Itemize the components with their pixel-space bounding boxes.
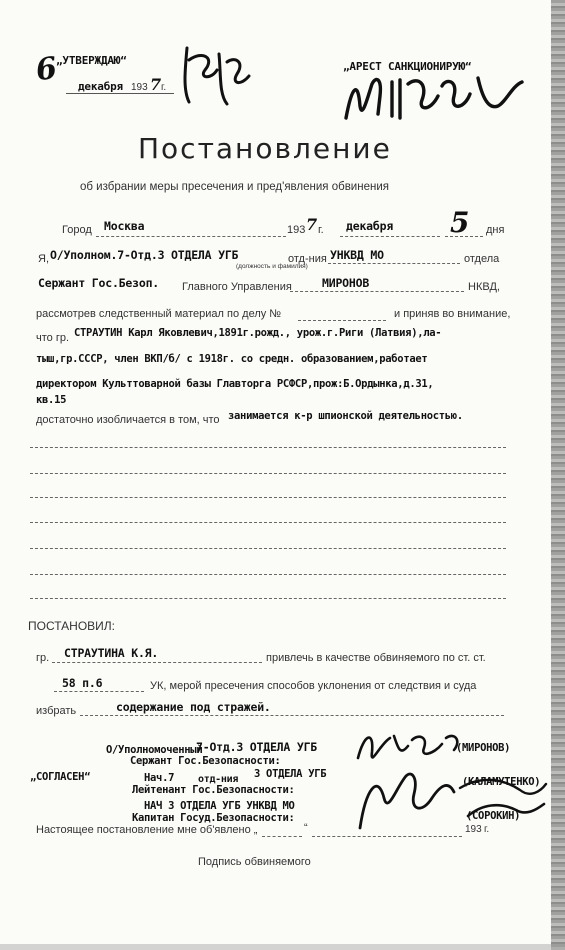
body-line-4: кв.15 bbox=[36, 394, 67, 406]
day-label: дня bbox=[486, 224, 505, 236]
officer-i-label: Я, bbox=[38, 253, 49, 265]
citizen-label: гр. bbox=[36, 652, 50, 664]
choose-label: избрать bbox=[36, 705, 77, 717]
officer-surname: МИРОНОВ bbox=[322, 276, 370, 290]
decided-label: ПОСТАНОВИЛ: bbox=[28, 619, 115, 633]
approve-rule bbox=[66, 93, 174, 94]
body-line-3: директором Культтоварной базы Главторга РСФСР,прож:Б.Ордынка,д.31, bbox=[36, 378, 434, 390]
agreed-label: „СОГЛАСЕН“ bbox=[30, 771, 91, 783]
involve-text: привлечь в качестве обвиняемого по ст. ст. bbox=[266, 652, 486, 664]
announce-text: Настоящее постановление мне об'явлено „ bbox=[36, 824, 258, 836]
chief-sign-position: Нач.7 bbox=[144, 772, 175, 784]
officer-sign-position: О/Уполномоченный bbox=[106, 744, 203, 756]
body-line-2: тыш,гр.СССР, член ВКП/б/ с 1918г. со средн. образованием,работает bbox=[36, 353, 428, 365]
head-sign-name: (СОРОКИН) bbox=[466, 810, 521, 822]
prosecutor-signature-icon bbox=[338, 66, 528, 126]
measure-rule bbox=[80, 715, 504, 716]
case-number-rule bbox=[298, 320, 386, 321]
approve-year-unit: г. bbox=[161, 82, 167, 93]
blank-rule bbox=[30, 548, 506, 549]
body-line-1: СТРАУТИН Карл Яковлевич,1891г.рожд., урож.г.Риги (Латвия),ла- bbox=[74, 327, 442, 339]
measure-text: УК, мерой пресечения способов уклонения от следствия и суда bbox=[150, 680, 477, 692]
blank-rule bbox=[30, 598, 506, 599]
review-text-2: и приняв во внимание, bbox=[394, 308, 511, 320]
blank-rule bbox=[30, 574, 506, 575]
date-day: 5 bbox=[450, 206, 470, 239]
review-text: рассмотрев следственный материал по делу № bbox=[36, 308, 282, 320]
article-rule bbox=[54, 691, 144, 692]
main-directorate-label: Главного Управления bbox=[182, 281, 292, 293]
blank-rule bbox=[30, 522, 506, 523]
approve-label: „УТВЕРЖДАЮ“ bbox=[56, 54, 127, 67]
announce-year: 193 bbox=[465, 824, 482, 835]
announce-month-rule bbox=[312, 836, 462, 837]
page-edge-shadow bbox=[551, 0, 565, 950]
city-rule bbox=[96, 236, 286, 237]
measure-value: содержание под стражей. bbox=[116, 700, 271, 714]
officer-sign-rank: Сержант Гос.Безопасности: bbox=[130, 755, 281, 767]
blank-rule bbox=[30, 497, 506, 498]
officer-otdela-label: отдела bbox=[464, 253, 500, 265]
month-rule bbox=[340, 236, 440, 237]
city-value: Москва bbox=[104, 219, 145, 233]
nkvd-label: НКВД, bbox=[468, 281, 500, 293]
approve-day: 6 bbox=[33, 50, 60, 89]
accuse-label: достаточно изобличается в том, что bbox=[36, 414, 220, 426]
approve-month: декабря bbox=[78, 80, 123, 93]
chief-sign-name: (КАЛАМУТЕНКО) bbox=[462, 776, 541, 788]
chief-sign-rank: Лейтенант Гос.Безопасности: bbox=[132, 784, 295, 796]
head-sign-rank: Капитан Госуд.Безопасности: bbox=[132, 812, 295, 824]
document-subtitle: об избрании меры пресечения и пред'явления обвинения bbox=[80, 181, 389, 193]
that-label: что гр. bbox=[36, 332, 70, 344]
accused-signature-label: Подпись обвиняемого bbox=[198, 856, 311, 868]
accused-name: СТРАУТИНА К.Я. bbox=[64, 646, 159, 660]
page-bottom-shadow bbox=[0, 944, 565, 950]
article-value: 58 п.6 bbox=[62, 676, 103, 690]
accused-rule bbox=[52, 662, 262, 663]
chief-sign-dept-label: отд-ния bbox=[198, 774, 239, 785]
announce-day-rule bbox=[262, 836, 302, 837]
officer-sign-name: (МИРОНОВ) bbox=[456, 742, 511, 754]
officer-dept: УНКВД МО bbox=[330, 248, 384, 262]
officer-rank: Сержант Гос.Безоп. bbox=[38, 276, 160, 290]
date-year-prefix: 193 bbox=[287, 224, 306, 236]
day-rule bbox=[445, 236, 483, 237]
date-year-unit: г. bbox=[318, 224, 324, 236]
city-label: Город bbox=[62, 224, 92, 236]
approve-year-prefix: 193 bbox=[131, 82, 148, 93]
approver-signature-icon bbox=[175, 40, 255, 110]
announce-quote: “ bbox=[304, 822, 308, 834]
officer-note: (должность и фамилия) bbox=[236, 263, 308, 270]
date-year-suffix: 7 bbox=[306, 215, 318, 234]
announce-year-unit: г. bbox=[484, 824, 490, 835]
head-sign-position: НАЧ 3 ОТДЕЛА УГБ УНКВД МО bbox=[144, 800, 295, 812]
surname-rule bbox=[290, 291, 464, 292]
officer-dept-label: отд-ния bbox=[288, 253, 327, 265]
document-title: Постановление bbox=[138, 132, 392, 165]
approve-year-suffix: 7 bbox=[150, 75, 162, 94]
chief-sign-unit: 3 ОТДЕЛА УГБ bbox=[254, 768, 327, 780]
officer-position: О/Уполном.7-Отд.3 ОТДЕЛА УГБ bbox=[50, 248, 239, 262]
blank-rule bbox=[30, 447, 506, 448]
arrest-label: „АРЕСТ САНКЦИОНИРУЮ“ bbox=[343, 60, 472, 73]
date-month: декабря bbox=[346, 219, 394, 233]
accuse-text: занимается к-р шпионской деятельностью. bbox=[228, 410, 463, 422]
officer-sign-unit: 7-Отд.3 ОТДЕЛА УГБ bbox=[196, 740, 318, 754]
dept-rule bbox=[328, 263, 460, 264]
officers-signatures-icon bbox=[350, 718, 550, 848]
blank-rule bbox=[30, 473, 506, 474]
